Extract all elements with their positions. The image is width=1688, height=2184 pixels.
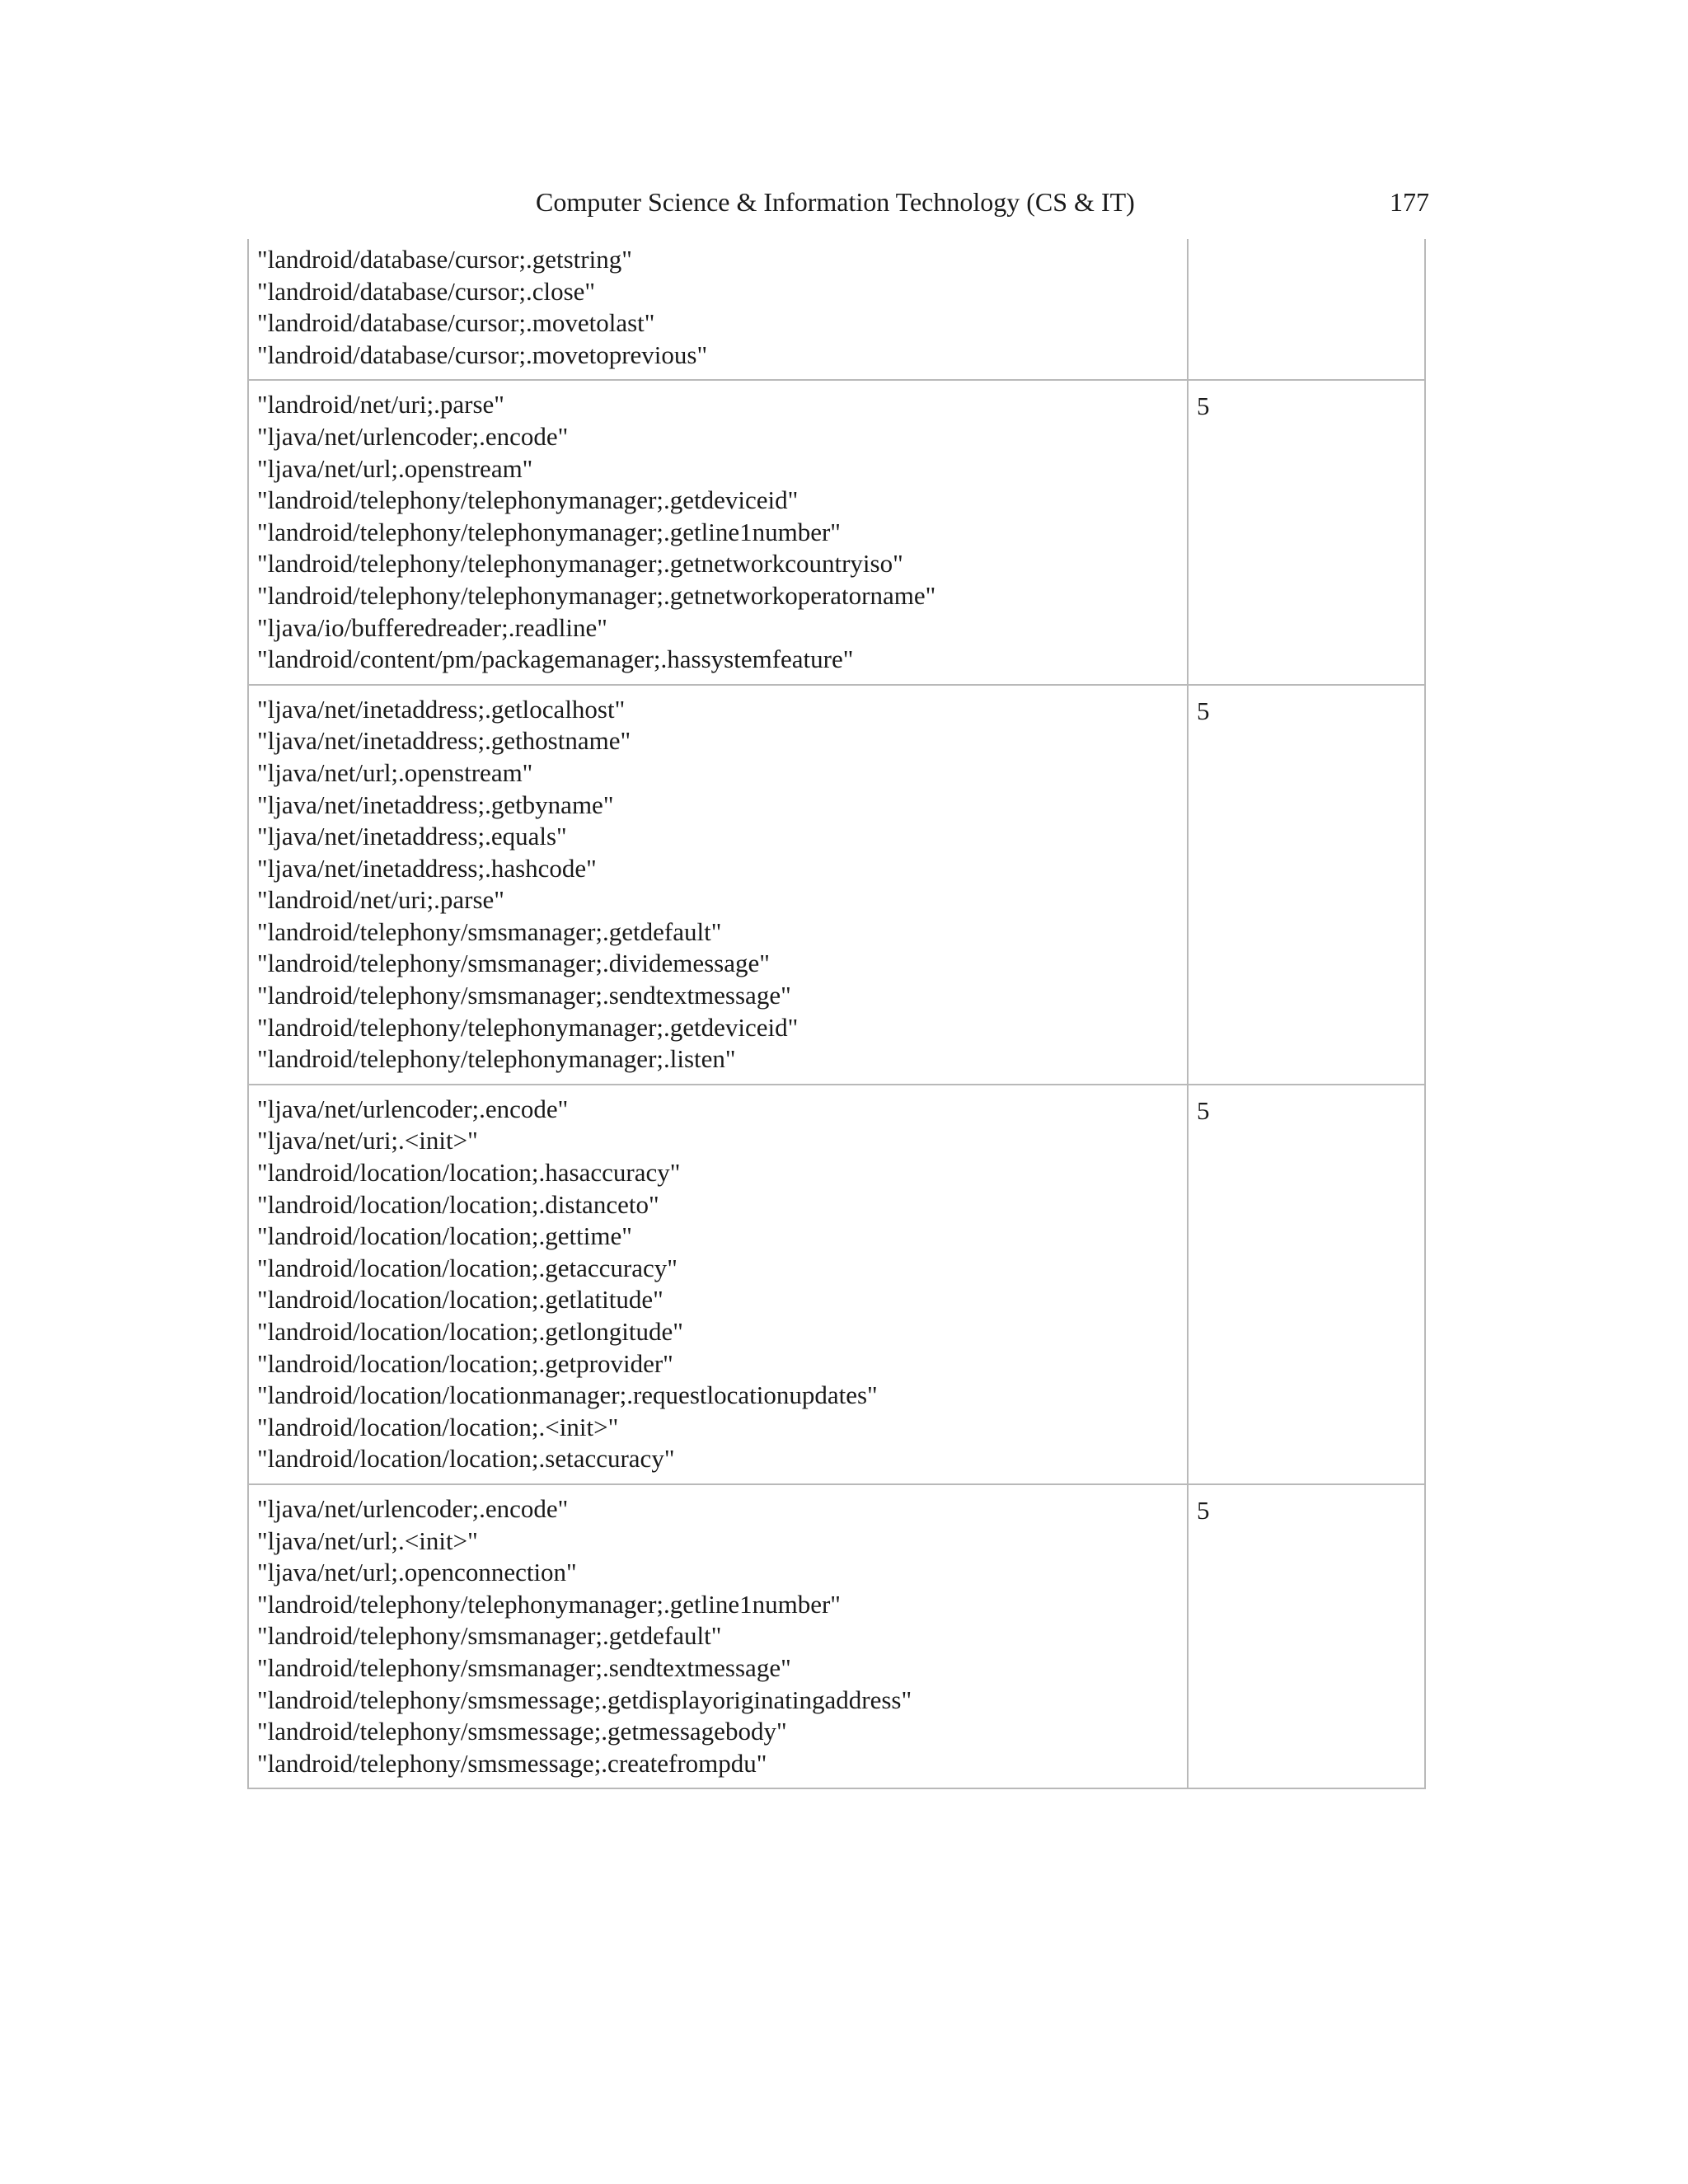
api-call-entry: "landroid/telephony/telephonymanager;.getdeviceid": [257, 1012, 799, 1042]
api-call-entry: "landroid/telephony/smsmanager;.sendtextmessage": [257, 981, 791, 1010]
api-call-entry: "ljava/io/bufferedreader;.readline": [257, 612, 607, 642]
api-call-entry: "landroid/location/location;.getprovider": [257, 1348, 673, 1378]
api-call-entry: "landroid/telephony/telephonymanager;.getnetworkcountryiso": [257, 549, 903, 579]
api-call-entry: "ljava/net/url;.openstream": [257, 757, 533, 787]
score-cell: [1188, 239, 1425, 380]
api-call-entry: "landroid/database/cursor;.movetoprevious": [257, 340, 708, 369]
api-call-table: [247, 239, 1426, 1789]
api-call-entry: "landroid/net/uri;.parse": [257, 885, 504, 915]
table-row: [248, 380, 1425, 684]
api-call-entry: "landroid/location/location;.getlongitude": [257, 1317, 683, 1346]
api-call-entry: "landroid/net/uri;.parse": [257, 390, 504, 419]
api-call-entry: "ljava/net/urlencoder;.encode": [257, 421, 569, 451]
running-header: [0, 183, 1688, 221]
api-call-entry: "landroid/location/location;.distanceto": [257, 1189, 659, 1219]
api-calls-cell: [248, 685, 1188, 1085]
api-call-entry: "landroid/telephony/telephonymanager;.getline1number": [257, 517, 841, 546]
page-number: 177: [1390, 187, 1429, 217]
running-title: Computer Science & Information Technology (CS & IT): [536, 187, 1135, 217]
api-call-entry: "landroid/telephony/telephonymanager;.getnetworkoperatorname": [257, 580, 936, 610]
api-calls-cell: [248, 239, 1188, 380]
api-call-entry: "ljava/net/inetaddress;.equals": [257, 822, 567, 851]
api-calls-cell: [248, 1085, 1188, 1484]
api-call-entry: "landroid/telephony/smsmessage;.createfrompdu": [257, 1748, 767, 1778]
table-row: [248, 1484, 1425, 1788]
api-call-entry: "landroid/telephony/smsmanager;.sendtextmessage": [257, 1652, 791, 1682]
api-call-entry: "landroid/location/location;.getaccuracy": [257, 1253, 678, 1282]
api-call-entry: "landroid/telephony/smsmessage;.getmessagebody": [257, 1717, 787, 1746]
api-call-entry: "landroid/location/locationmanager;.requestlocationupdates": [257, 1380, 878, 1410]
api-call-entry: "landroid/telephony/telephonymanager;.getdeviceid": [257, 485, 799, 515]
api-call-entry: "landroid/telephony/telephonymanager;.listen": [257, 1044, 736, 1074]
api-calls-cell: [248, 1484, 1188, 1788]
api-call-entry: "landroid/telephony/smsmanager;.getdefault": [257, 1621, 722, 1651]
api-call-entry: "ljava/net/inetaddress;.gethostname": [257, 726, 631, 756]
api-call-entry: "ljava/net/url;.openconnection": [257, 1558, 577, 1587]
api-call-entry: "ljava/net/inetaddress;.getbyname": [257, 790, 614, 819]
api-call-entry: "ljava/net/inetaddress;.getlocalhost": [257, 694, 626, 724]
api-call-entry: "landroid/location/location;.hasaccuracy": [257, 1158, 681, 1188]
api-call-entry: "ljava/net/urlencoder;.encode": [257, 1493, 569, 1523]
score-cell: 5: [1188, 380, 1425, 684]
api-call-entry: "landroid/location/location;.getlatitude": [257, 1285, 663, 1315]
api-calls-cell: [248, 380, 1188, 684]
api-call-entry: "landroid/telephony/telephonymanager;.getline1number": [257, 1589, 841, 1619]
table-row: [248, 239, 1425, 380]
api-call-entry: "ljava/net/inetaddress;.hashcode": [257, 853, 597, 883]
api-call-entry: "landroid/database/cursor;.movetolast": [257, 308, 655, 338]
api-call-entry: "landroid/telephony/smsmanager;.dividemessage": [257, 949, 770, 978]
api-call-entry: "ljava/net/urlencoder;.encode": [257, 1094, 569, 1123]
api-call-entry: "landroid/location/location;.<init>": [257, 1412, 619, 1441]
api-call-entry: "ljava/net/uri;.<init>": [257, 1126, 478, 1155]
score-cell: 5: [1188, 1484, 1425, 1788]
api-call-entry: "landroid/location/location;.gettime": [257, 1221, 632, 1251]
api-call-entry: "landroid/database/cursor;.close": [257, 276, 596, 306]
score-cell: 5: [1188, 685, 1425, 1085]
api-call-table-body: [248, 239, 1425, 1788]
api-call-entry: "ljava/net/url;.<init>": [257, 1526, 478, 1555]
api-call-entry: "landroid/database/cursor;.getstring": [257, 245, 632, 274]
table-row: [248, 685, 1425, 1085]
api-call-entry: "landroid/location/location;.setaccuracy": [257, 1444, 675, 1474]
api-call-entry: "landroid/content/pm/packagemanager;.hassystemfeature": [257, 644, 854, 674]
score-cell: 5: [1188, 1085, 1425, 1484]
api-call-entry: "landroid/telephony/smsmanager;.getdefault": [257, 916, 722, 946]
api-call-entry: "ljava/net/url;.openstream": [257, 453, 533, 483]
api-call-entry: "landroid/telephony/smsmessage;.getdisplayoriginatingaddress": [257, 1685, 912, 1714]
table-row: [248, 1085, 1425, 1484]
